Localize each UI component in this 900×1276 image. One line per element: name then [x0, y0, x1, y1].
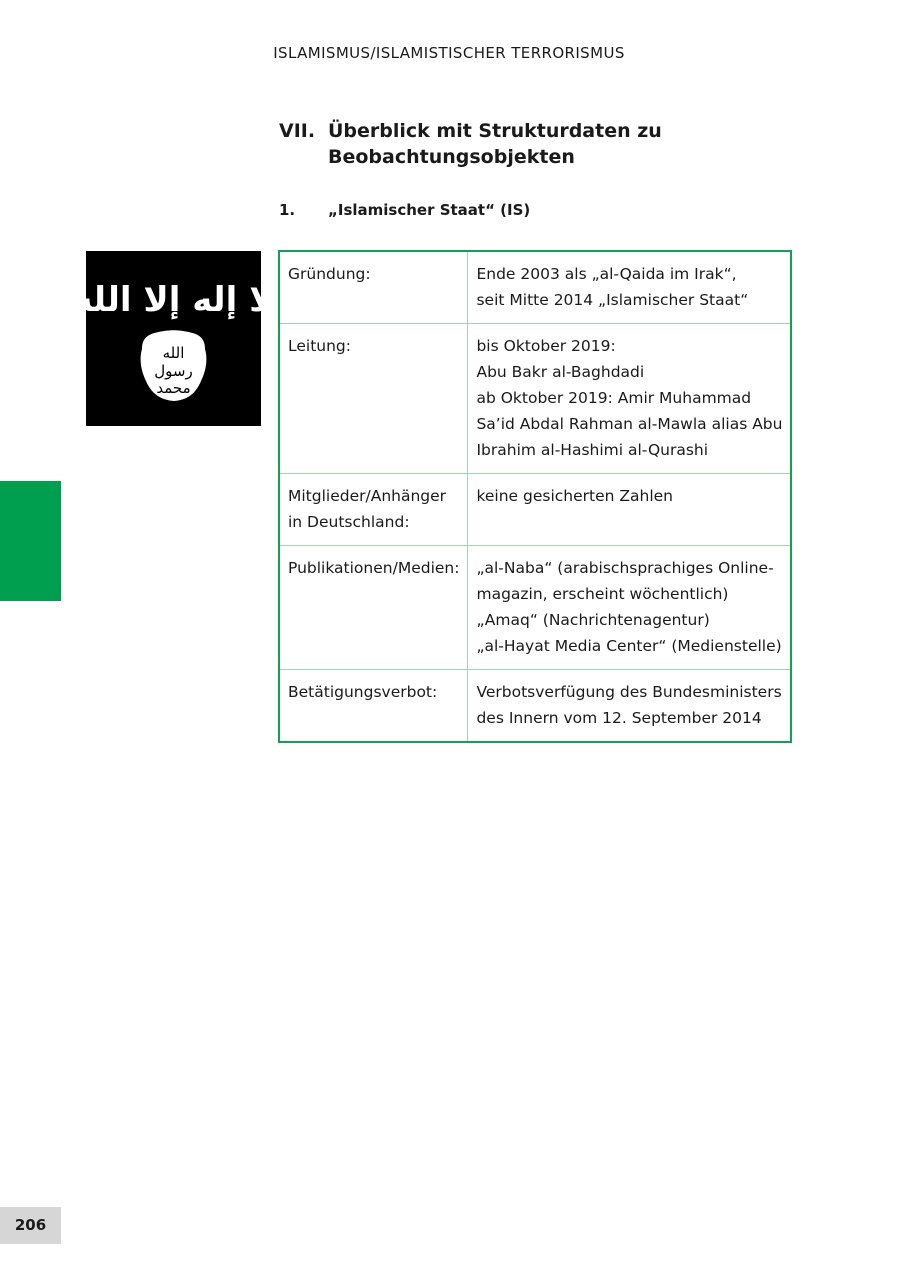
row-label: [279, 324, 468, 474]
row-label: [279, 474, 468, 546]
flag-seal-line-1: الله: [162, 344, 185, 362]
row-label: [279, 670, 468, 743]
black-flag-image: [72, 251, 275, 426]
chapter-side-tab: [0, 481, 61, 601]
value-line: Ibrahim al-Hashimi al-Qurashi: [476, 441, 709, 459]
table-row: [279, 324, 791, 474]
value-line: bis Oktober 2019:: [476, 337, 616, 355]
label-line: in Deutschland:: [288, 513, 410, 531]
table-row: [279, 251, 791, 324]
section-title: „Islamischer Staat“ (IS): [328, 201, 531, 219]
value-line: „al-Hayat Media Center“ (Medienstelle): [476, 637, 782, 655]
flag-seal-line-3: محمد: [156, 379, 191, 397]
flag-seal-line-2: رسول: [154, 362, 193, 380]
value-line: Sa’id Abdal Rahman al-Mawla alias Abu: [476, 415, 783, 433]
value-line: des Innern vom 12. September 2014: [476, 709, 762, 727]
row-value: [468, 670, 792, 743]
structure-data-table: [278, 250, 792, 743]
value-line: seit Mitte 2014 „Islamischer Staat“: [476, 291, 749, 309]
row-value: [468, 324, 792, 474]
section-number: 1.: [279, 201, 296, 219]
row-value: [468, 546, 792, 670]
page-number: [0, 1207, 61, 1244]
row-value: [468, 474, 792, 546]
chapter-number: VII.: [279, 120, 316, 142]
label-line: Gründung:: [288, 265, 371, 283]
row-label: [279, 546, 468, 670]
value-line: Verbotsverfügung des Bundesministers: [476, 683, 782, 701]
value-line: „Amaq“ (Nachrichtenagentur): [476, 611, 710, 629]
value-line: Ende 2003 als „al-Qaida im Irak“,: [476, 265, 737, 283]
row-value: [468, 251, 792, 324]
chapter-title: Überblick mit Strukturdaten zu Beobachtungsobjekten: [328, 120, 662, 168]
flag-shahada-text: لا إله إلا الله: [72, 280, 275, 320]
value-line: Abu Bakr al-Baghdadi: [476, 363, 645, 381]
running-head-text: ISLAMISMUS/ISLAMISTISCHER TERRORISMUS: [273, 44, 625, 62]
page-number-text: 206: [14, 1216, 47, 1234]
table-row: [279, 546, 791, 670]
table-row: [279, 474, 791, 546]
label-line: Publikationen/Medien:: [288, 559, 460, 577]
running-head: [0, 44, 900, 62]
flag-graphic: [72, 251, 275, 426]
row-label: [279, 251, 468, 324]
value-line: ab Oktober 2019: Amir Muhammad: [476, 389, 752, 407]
label-line: Betätigungsverbot:: [288, 683, 438, 701]
label-line: Mitglieder/Anhänger: [288, 487, 447, 505]
value-line: keine gesicherten Zahlen: [476, 487, 674, 505]
value-line: „al-Naba“ (arabischsprachiges Online-: [476, 559, 774, 577]
label-line: Leitung:: [288, 337, 351, 355]
table-row: [279, 670, 791, 743]
value-line: magazin, erscheint wöchentlich): [476, 585, 729, 603]
